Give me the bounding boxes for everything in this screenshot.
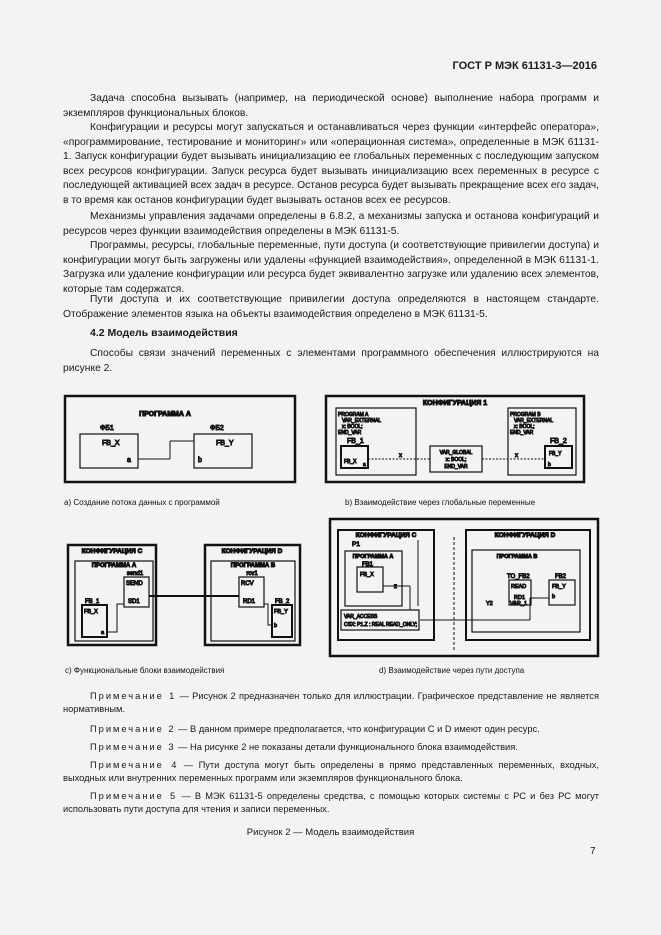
prog-a-line: END_VAR [338, 430, 362, 436]
x-label: x [515, 453, 518, 459]
fb-y-label: FB_Y [549, 451, 562, 457]
fb1-label: FB_1 [347, 438, 364, 445]
input-b: b [274, 623, 278, 629]
page-number: 7 [590, 846, 596, 857]
figure-title: Рисунок 2 — Модель взаимодействия [246, 827, 415, 838]
section-title: 4.2 Модель взаимодействия [90, 327, 238, 339]
caption-d: d) Взаимодействие через пути доступа [379, 666, 525, 675]
caption-b: b) Взаимодействие через глобальные переменные [345, 498, 536, 507]
caption-c: c) Функциональные блоки взаимодействия [65, 666, 225, 675]
x-label: x [399, 453, 402, 459]
note [63, 690, 599, 716]
note-text: — В данном примере предполагается, что конфигурации С и D имеют один ресурс. [175, 724, 540, 734]
y2-label: Y2 [486, 601, 493, 607]
program-a-title: ПРОГРАММА А [91, 563, 137, 569]
diagram-b [326, 396, 584, 482]
global-line: VAR_GLOBAL [439, 450, 473, 456]
prog-b-line: VAR_EXTERNAL [514, 418, 554, 424]
sd1-label: SD1 [128, 599, 140, 605]
paragraph: Задача способна вызывать (например, на периодической основе) выполнение набора программ и экземпляров функциональных блоков. [63, 93, 599, 119]
access-line: CSX: P1.Z : REAL READ_ONLY; [344, 622, 418, 628]
section-intro: Способы связи значений переменных с элементами программного обеспечения иллюстрируются на рисунке 2. [63, 348, 599, 374]
rd1-label: RD1 [514, 595, 526, 601]
fb1-label: ФБ1 [100, 425, 114, 432]
prog-a-line: x: BOOL; [342, 424, 363, 430]
note-text: — В МЭК 61131-5 определены средства, с помощью которых системы с РС и без РС могут использовать пути доступа для чтения и записи переменных. [63, 791, 599, 814]
prog-b-line: x: BOOL; [514, 424, 535, 430]
fb-x-label: FB_X [360, 572, 374, 578]
prog-b-line: END_VAR [510, 430, 534, 436]
prog-a-line: VAR_EXTERNAL [342, 418, 382, 424]
config-1-title: КОНФИГУРАЦИЯ 1 [422, 400, 488, 407]
paragraph: Механизмы управления задачами определены в 6.8.2, а механизмы запуска и останова конфигураций и ресурсов через функции взаимодействия определены в МЭК 61131-5. [63, 211, 599, 237]
send1-label: send1 [126, 571, 144, 577]
fb2-label: FB2 [555, 574, 567, 580]
fb2-label: FB_2 [275, 599, 290, 605]
note-text: — На рисунке 2 не показаны детали функционального блока взаимодействия. [175, 742, 518, 752]
note-text: — Пути доступа могут быть определены в прямо представленных переменных, входных, выходных или внутренних переменных программ или экземпляров функционального блока. [63, 760, 599, 783]
note [63, 741, 599, 754]
program-b-title: ПРОГРАММА В [496, 554, 538, 560]
global-line: END_VAR [444, 464, 468, 470]
paragraph: Пути доступа и их соответствующие привилегии доступа определяются в настоящем стандарте. Отображение элементов языка на объекты взаимодействия определено в МЭК 61131-5. [63, 294, 599, 320]
paragraph: Программы, ресурсы, глобальные переменные, пути доступа (и соответствующие привилегии доступа) и конфигурации могут быть загружены или удалены «функцией взаимодействия», определенной в МЭК 61131-1. Загрузка или удаление конфигурации или ресурса будет эквивалентно загрузке или удалению всех элементов, которые там содержатся. [63, 240, 599, 295]
config-c-title: КОНФИГУРАЦИЯ С [81, 548, 143, 555]
fb1-label: FB1 [362, 562, 374, 568]
prog-a-line: PROGRAM A [338, 412, 369, 418]
config-c-title: КОНФИГУРАЦИЯ С [355, 532, 417, 539]
to-fb2-label: TO_FB2 [507, 574, 530, 580]
fb-x-label: FB_X [84, 609, 98, 615]
z-label: z [394, 584, 397, 590]
fb2-label: FB_2 [550, 438, 567, 445]
diagram-d [330, 519, 598, 656]
caption-a: a) Создание потока данных с программой [64, 498, 220, 507]
program-a-title: ПРОГРАММА А [139, 411, 191, 418]
global-line: x: BOOL; [445, 457, 467, 463]
fb-x-label: FB_X [344, 459, 357, 465]
document-header: ГОСТ Р МЭК 61131-3—2016 [452, 60, 597, 72]
input-b: b [552, 594, 556, 600]
note-label: Примечание 1 [90, 691, 177, 701]
fb1-label: FB_1 [85, 599, 100, 605]
note-label: Примечание 2 [90, 724, 176, 734]
fb-y-label: FB_Y [274, 609, 288, 615]
diagram-a [65, 396, 295, 482]
config-d-title: КОНФИГУРАЦИЯ D [494, 532, 556, 539]
diagram-c [68, 545, 300, 645]
note-text: — Рисунок 2 предназначен только для иллюстрации. Графическое представление не является нормативным. [63, 691, 599, 714]
program-a-title: ПРОГРАММА А [352, 554, 394, 560]
input-b: b [548, 462, 551, 468]
access-line: VAR_ACCESS [344, 614, 378, 620]
note [63, 790, 599, 816]
rcv-label: RCV [241, 581, 254, 587]
p1-label: P1 [352, 541, 360, 548]
output-a: a [127, 457, 131, 464]
input-b: b [198, 457, 202, 464]
fb-x-label: FB_X [102, 440, 120, 447]
program-b-title: ПРОГРАММА В [230, 563, 276, 569]
rcv1-label: rcv1 [246, 571, 258, 577]
note-label: Примечание 5 [90, 791, 178, 801]
read-label: READ [511, 584, 527, 590]
output-a: a [363, 462, 366, 468]
paragraph: Конфигурации и ресурсы могут запускаться и останавливаться через функции «интерфейс оператора», «программирование, тестирование и мониторинг» или «операционная система», определенные в МЭК 61131-1. Запуск конфигурации будет вызывать инициализацию ее глобальных переменных с последующим запуском всех ресурсов конфигурации. Запуск ресурса будет вызывать инициализацию всех переменных в ресурсе с последующей активацией всех задач в ресурсе. Останов ресурса будет вызывать прекращение всех его задач, в то время как останов конфигурации будет вызывать останов всех ее ресурсов. [63, 122, 599, 206]
note [63, 723, 599, 736]
rd1-label: RD1 [243, 599, 256, 605]
config-d-title: КОНФИГУРАЦИЯ D [221, 548, 283, 555]
note [63, 759, 599, 785]
prog-b-line: PROGRAM B [510, 412, 541, 418]
fb-y-label: FB_Y [216, 440, 234, 447]
send-label: SEND [126, 581, 143, 587]
fb2-label: ФБ2 [210, 425, 224, 432]
note-label: Примечание 4 [90, 760, 179, 770]
var-1-label: VAR_1 [510, 601, 528, 607]
note-label: Примечание 3 [90, 742, 176, 752]
output-a: a [101, 630, 105, 636]
fb-y-label: FB_Y [552, 584, 566, 590]
